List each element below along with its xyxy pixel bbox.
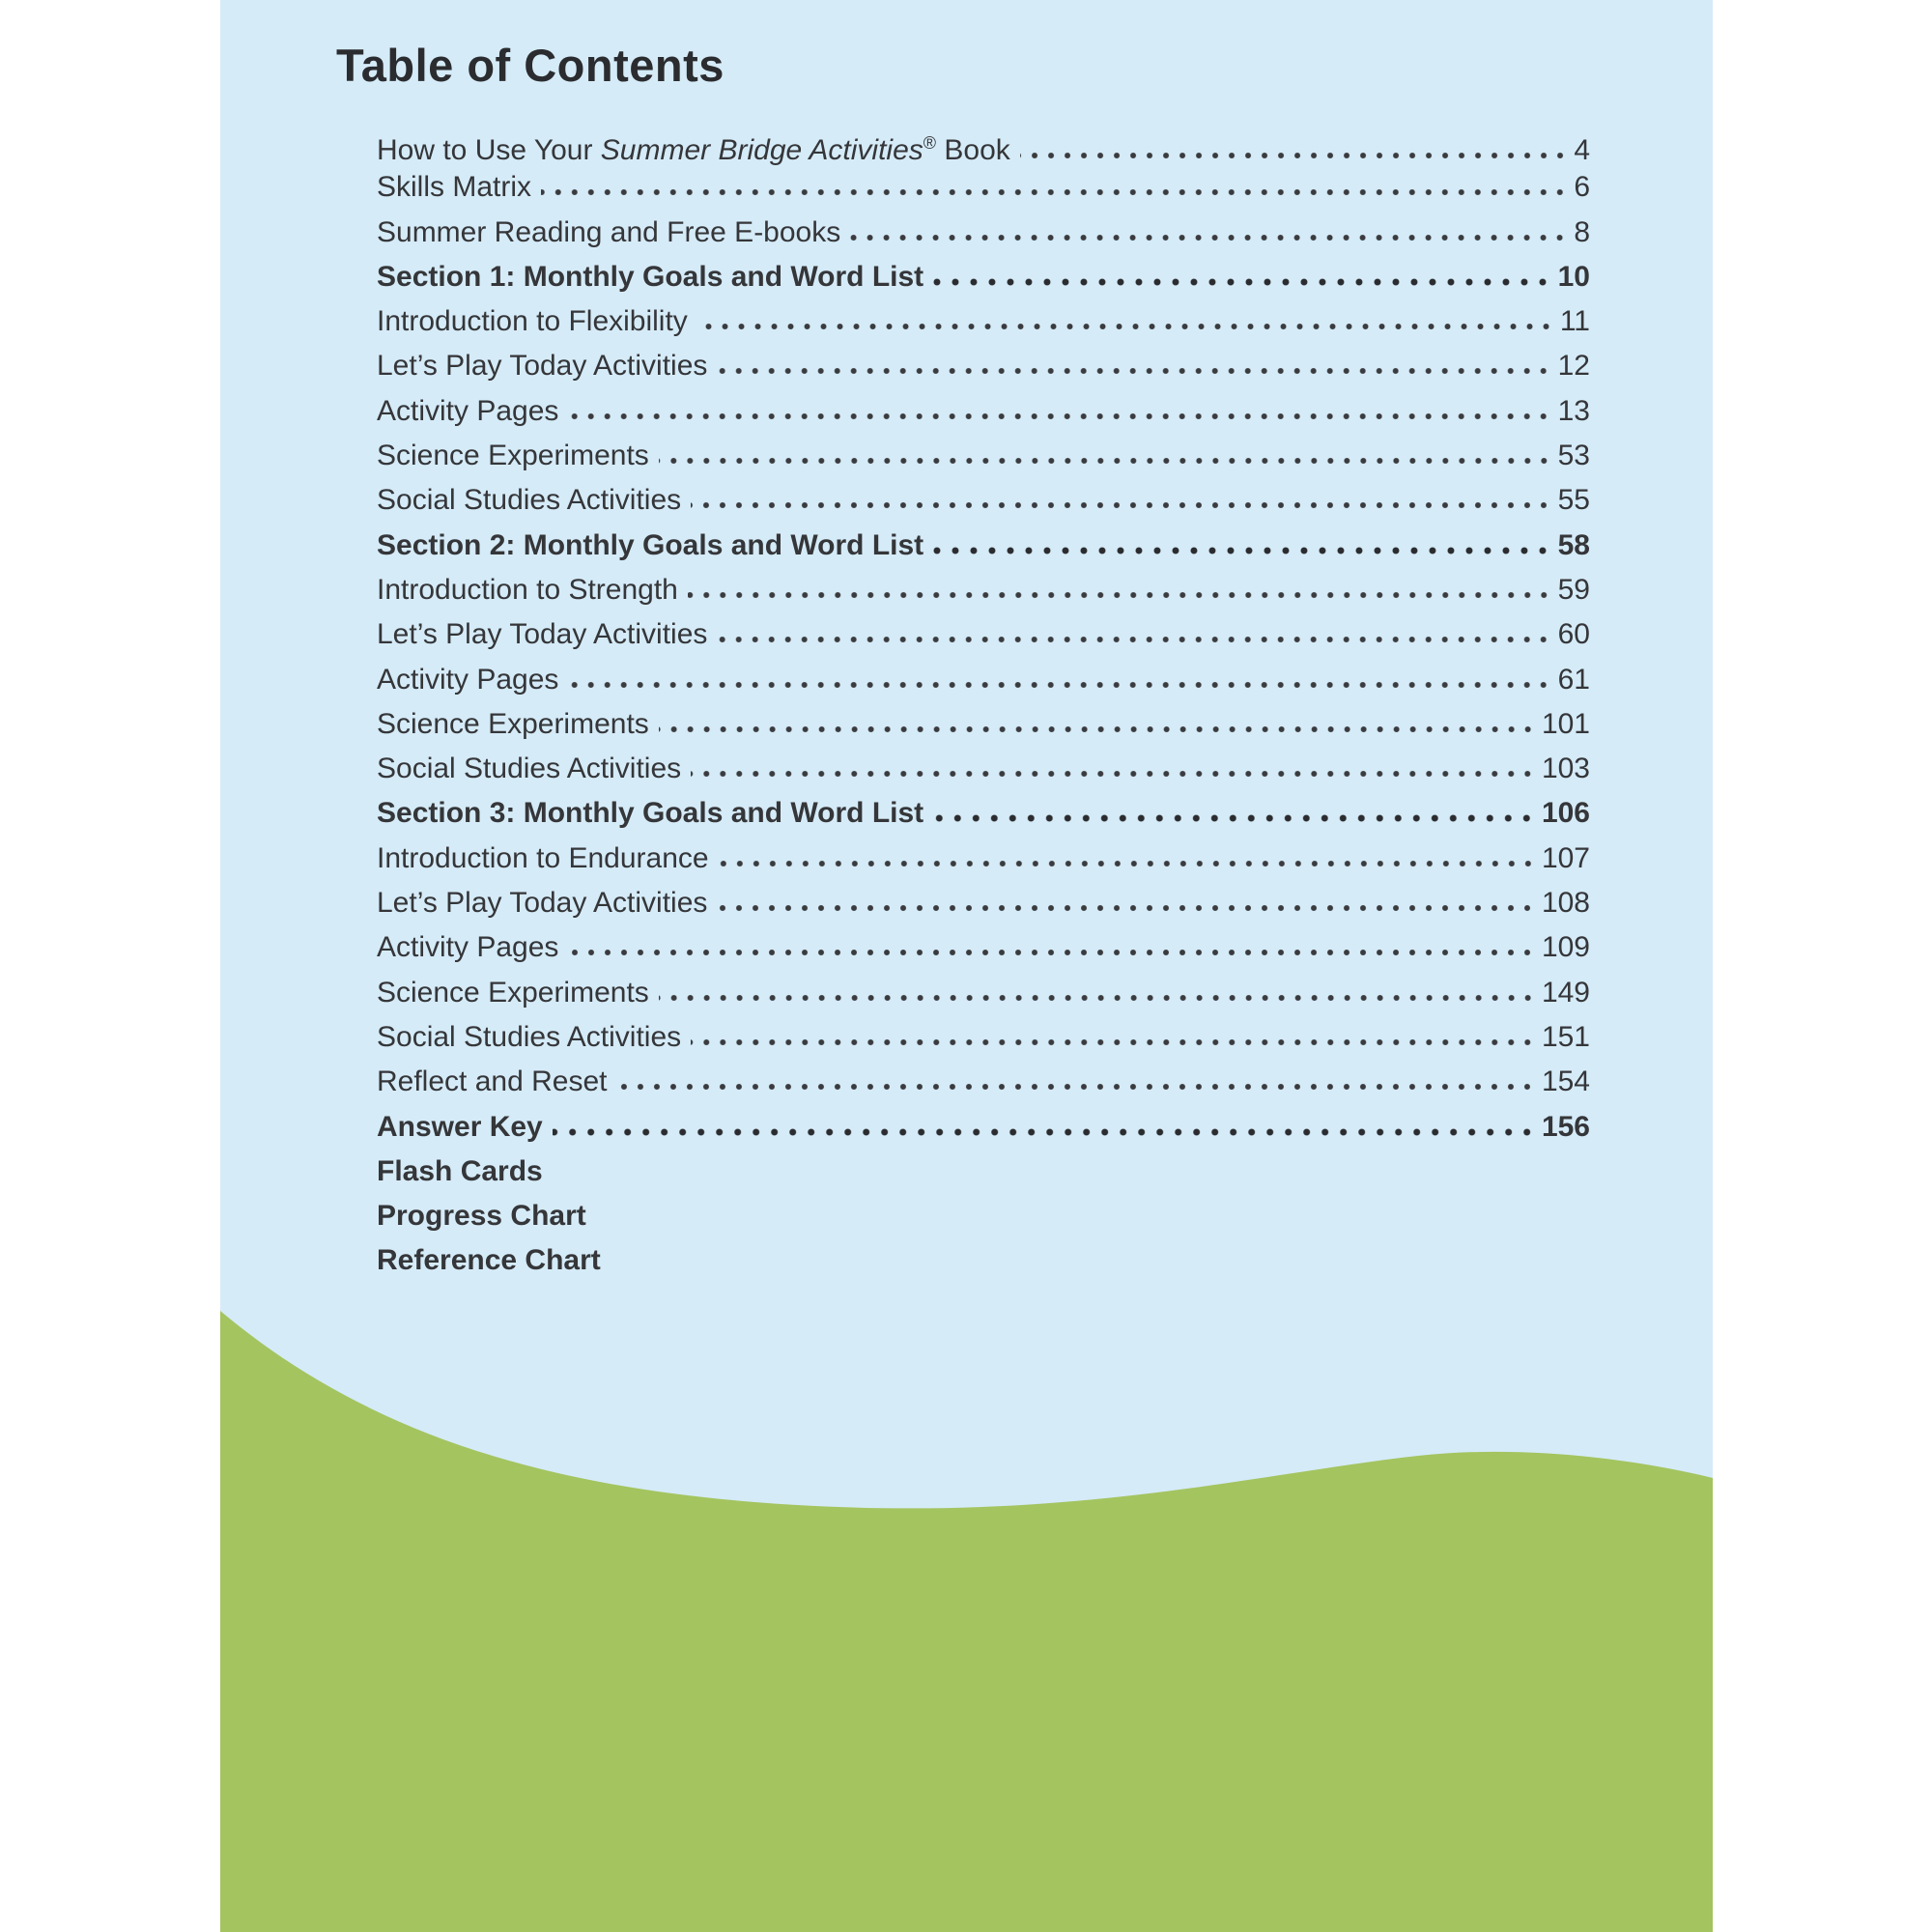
- leader-dots: [933, 278, 1551, 286]
- toc-entry-label: Introduction to Endurance: [377, 841, 709, 874]
- toc-entry: [377, 791, 1590, 836]
- leader-dots: [717, 904, 1536, 912]
- toc-entry-label: Activity Pages: [377, 931, 559, 964]
- toc-entry-label: Reflect and Reset: [377, 1065, 608, 1098]
- toc-entry-page-number: 109: [1541, 931, 1590, 964]
- toc-entry: [377, 121, 1590, 165]
- leader-dots: [719, 860, 1536, 867]
- leader-dots: [717, 367, 1551, 375]
- toc-entry-page-number: 106: [1541, 797, 1590, 830]
- leader-dots: [717, 636, 1551, 643]
- toc-entry: [377, 747, 1590, 791]
- toc-entry-label: Flash Cards: [377, 1154, 543, 1187]
- toc-entry-page-number: 107: [1541, 841, 1590, 874]
- toc-entry-label: Answer Key: [377, 1110, 543, 1143]
- toc-entry-label: Introduction to Strength: [377, 573, 678, 606]
- toc-entry: [377, 524, 1590, 568]
- toc-entry-label: Reference Chart: [377, 1244, 601, 1277]
- toc-entry-label: Section 1: Monthly Goals and Word List: [377, 260, 924, 293]
- leader-dots: [691, 770, 1536, 778]
- toc-entry: [377, 1060, 1590, 1104]
- toc-entry-label: Let’s Play Today Activities: [377, 618, 708, 651]
- toc-entry-page-number: 151: [1541, 1020, 1590, 1053]
- toc-entry-page-number: 4: [1574, 134, 1590, 166]
- toc-entry: [377, 1105, 1590, 1150]
- leader-dots: [659, 994, 1536, 1002]
- leader-dots: [568, 949, 1536, 956]
- toc-entry-label-suffix: Book: [936, 134, 1010, 166]
- book-page: [220, 0, 1713, 1932]
- toc-entry-page-number: 13: [1557, 394, 1590, 427]
- leader-dots: [568, 681, 1551, 689]
- toc-entry-label: Introduction to Flexibility: [377, 305, 688, 338]
- toc-entry-label: Activity Pages: [377, 394, 559, 427]
- toc-entry-label: Science Experiments: [377, 976, 649, 1009]
- toc-entry-page-number: 11: [1559, 305, 1590, 338]
- leader-dots: [933, 547, 1551, 554]
- toc-entry-label: Section 3: Monthly Goals and Word List: [377, 797, 924, 830]
- toc-entry: [377, 658, 1590, 702]
- page-title: Table of Contents: [336, 40, 724, 91]
- leader-dots: [553, 1128, 1536, 1136]
- toc-entry: [377, 1015, 1590, 1060]
- toc-entry-label: Section 2: Monthly Goals and Word List: [377, 528, 924, 561]
- toc-entry: [377, 568, 1590, 612]
- grass-wave-graphic: [220, 1304, 1713, 1932]
- toc-entry: [377, 971, 1590, 1015]
- leader-dots: [933, 814, 1536, 822]
- leader-dots: [691, 501, 1551, 509]
- leader-dots: [697, 323, 1554, 330]
- toc-entry-label-prefix: How to Use Your: [377, 134, 601, 166]
- leader-dots: [568, 412, 1551, 420]
- leader-dots: [659, 725, 1536, 733]
- registered-trademark-icon: ®: [923, 133, 937, 153]
- toc-entry-page-number: 6: [1574, 171, 1590, 204]
- toc-entry-label: Let’s Play Today Activities: [377, 350, 708, 383]
- toc-entry: [377, 881, 1590, 925]
- toc-entry: [377, 299, 1590, 344]
- toc-entry-label: Let’s Play Today Activities: [377, 887, 708, 920]
- toc-entry-label: Science Experiments: [377, 707, 649, 740]
- toc-entry-label: Skills Matrix: [377, 171, 532, 204]
- toc-entry: [377, 211, 1590, 255]
- toc-entry: [377, 344, 1590, 388]
- toc-entry-page-number: 149: [1541, 976, 1590, 1009]
- leader-dots: [616, 1083, 1535, 1091]
- toc-entry: [377, 1194, 1590, 1238]
- toc-entry-page-number: 156: [1541, 1110, 1590, 1143]
- toc-entry: [377, 702, 1590, 747]
- toc-entry-label: Social Studies Activities: [377, 1020, 682, 1053]
- leader-dots: [1020, 152, 1569, 159]
- toc-entry-page-number: 58: [1557, 528, 1590, 561]
- toc-entry-page-number: 103: [1541, 753, 1590, 785]
- toc-entry-page-number: 12: [1557, 350, 1590, 383]
- toc-entry-label-italic: Summer Bridge Activities: [600, 134, 923, 166]
- toc-entry-label: Summer Reading and Free E-books: [377, 215, 841, 248]
- toc-entry-page-number: 60: [1557, 618, 1590, 651]
- toc-entry: [377, 837, 1590, 881]
- toc-entry: [377, 1238, 1590, 1283]
- toc-entry: [377, 389, 1590, 434]
- toc-entry: [377, 255, 1590, 299]
- toc-entry-page-number: 154: [1541, 1065, 1590, 1098]
- toc-entry-label: Progress Chart: [377, 1200, 586, 1233]
- toc-entry-page-number: 10: [1557, 260, 1590, 293]
- toc-entry-page-number: 61: [1557, 663, 1590, 696]
- toc-entry-label: Activity Pages: [377, 663, 559, 696]
- toc-entry: [377, 478, 1590, 523]
- toc-entry-label: Social Studies Activities: [377, 484, 682, 517]
- toc-entry-page-number: 8: [1574, 215, 1590, 248]
- toc-list: [377, 121, 1590, 1284]
- leader-dots: [850, 234, 1568, 242]
- toc-entry-page-number: 101: [1541, 707, 1590, 740]
- toc-entry-label: Social Studies Activities: [377, 753, 682, 785]
- toc-entry-page-number: 59: [1557, 573, 1590, 606]
- leader-dots: [541, 188, 1568, 196]
- toc-entry-label: Science Experiments: [377, 440, 649, 472]
- toc-entry-page-number: 53: [1557, 440, 1590, 472]
- toc-entry-page-number: 55: [1557, 484, 1590, 517]
- toc-entry: [377, 612, 1590, 657]
- leader-dots: [659, 457, 1552, 465]
- leader-dots: [691, 1038, 1536, 1046]
- toc-entry: [377, 925, 1590, 970]
- toc-entry: [377, 434, 1590, 478]
- leader-dots: [688, 591, 1552, 599]
- toc-entry-page-number: 108: [1541, 887, 1590, 920]
- toc-entry: [377, 1150, 1590, 1194]
